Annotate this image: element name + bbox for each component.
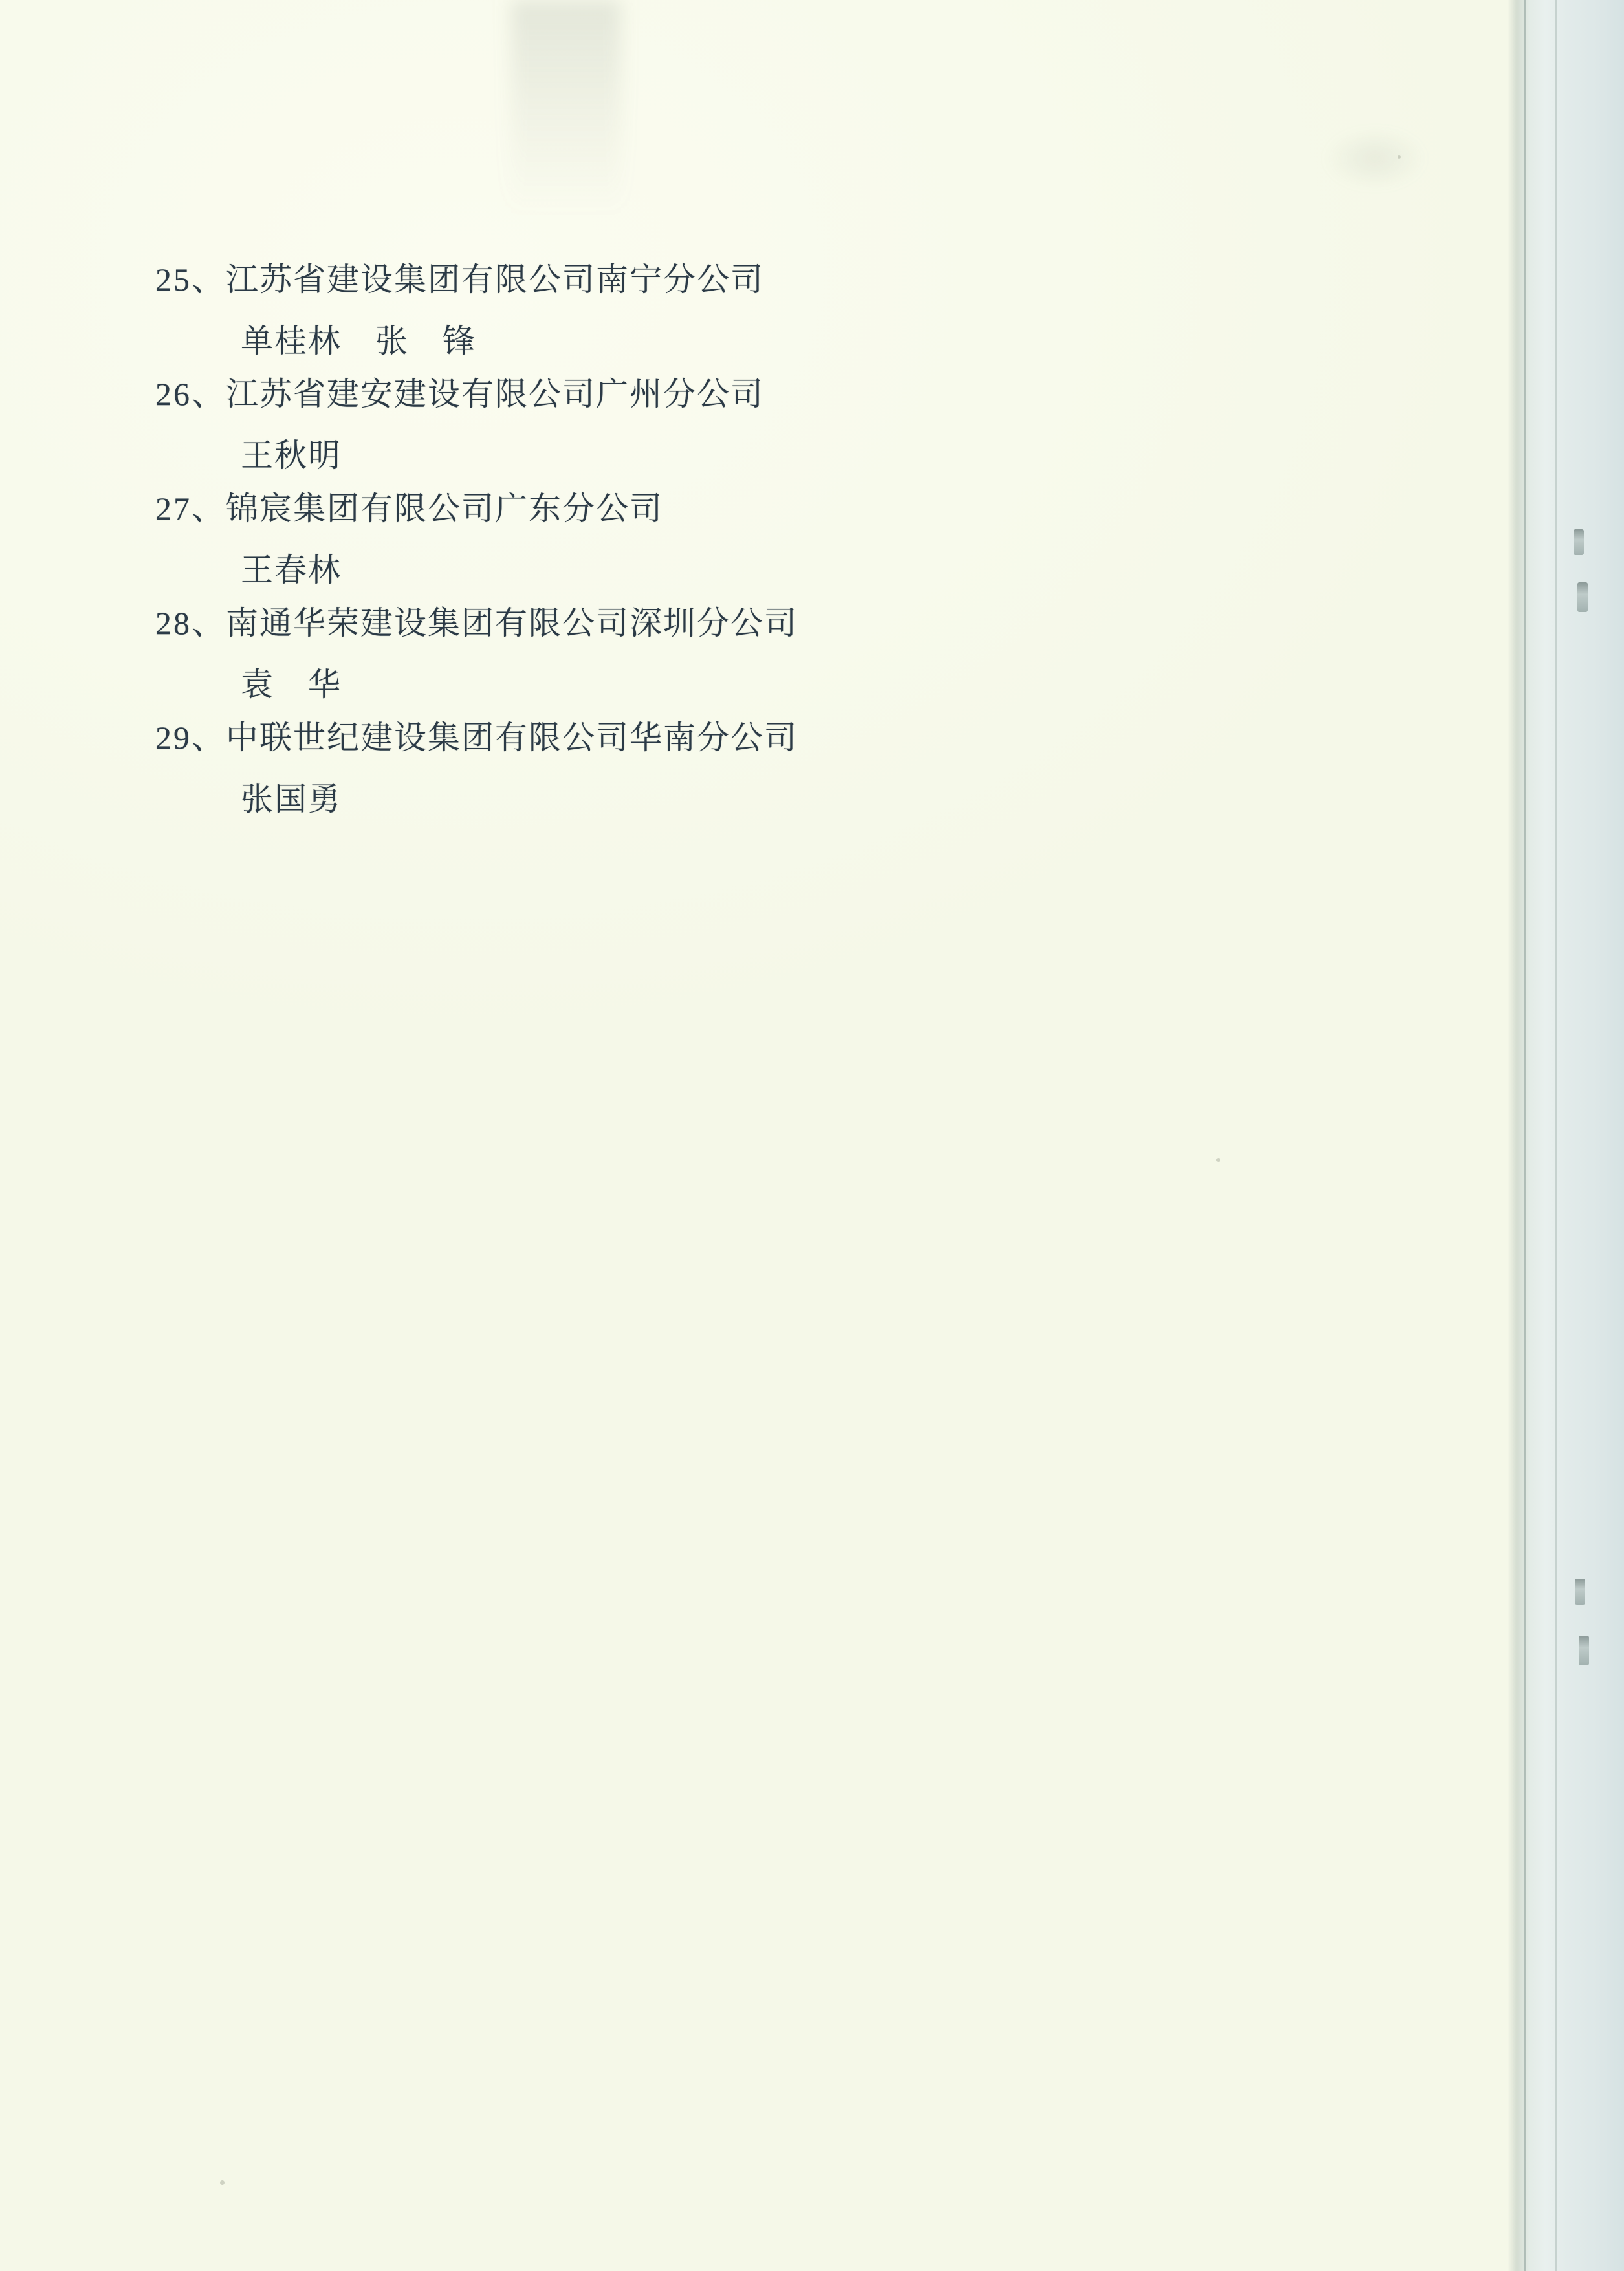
entry-people: 单桂林 张 锋 [241,322,476,360]
paper-speck [1216,1158,1220,1162]
entry-organization-line [155,717,1385,759]
entry-organization-line [155,488,1385,530]
list-item [155,373,1385,476]
entry-organization-name: 锦宸集团有限公司广东分公司 [226,490,663,527]
entry-people: 王秋明 [241,437,342,474]
entry-index: 29、 [155,719,226,756]
entry-organization-name: 江苏省建设集团有限公司南宁分公司 [226,261,764,298]
entry-people: 袁 华 [241,666,342,703]
document-body [155,259,1385,831]
entry-organization-line [155,602,1385,644]
binder-clip [1575,1579,1585,1605]
entry-organization-name: 南通华荣建设集团有限公司深圳分公司 [226,604,798,642]
list-item [155,717,1385,820]
entry-organization-name: 江苏省建安建设有限公司广州分公司 [226,375,764,413]
entry-index: 26、 [155,376,226,412]
binder-clip [1577,582,1588,612]
spine-edge-line [1524,0,1526,2271]
list-item [155,259,1385,362]
list-item [155,602,1385,705]
paper-speck [220,2180,225,2185]
entry-index: 25、 [155,261,226,298]
entry-organization-name: 中联世纪建设集团有限公司华南分公司 [226,719,798,756]
entry-organization-line [155,259,1385,301]
binder-clip [1579,1636,1589,1665]
spine-edge-line-secondary [1555,0,1557,2271]
entry-index: 27、 [155,490,226,527]
binder-clip [1574,529,1584,555]
paper-speck [1398,155,1401,159]
entry-organization-line [155,373,1385,415]
entry-people: 王春林 [241,551,342,589]
entry-index: 28、 [155,605,226,641]
entry-people: 张国勇 [241,780,342,818]
list-item [155,488,1385,591]
